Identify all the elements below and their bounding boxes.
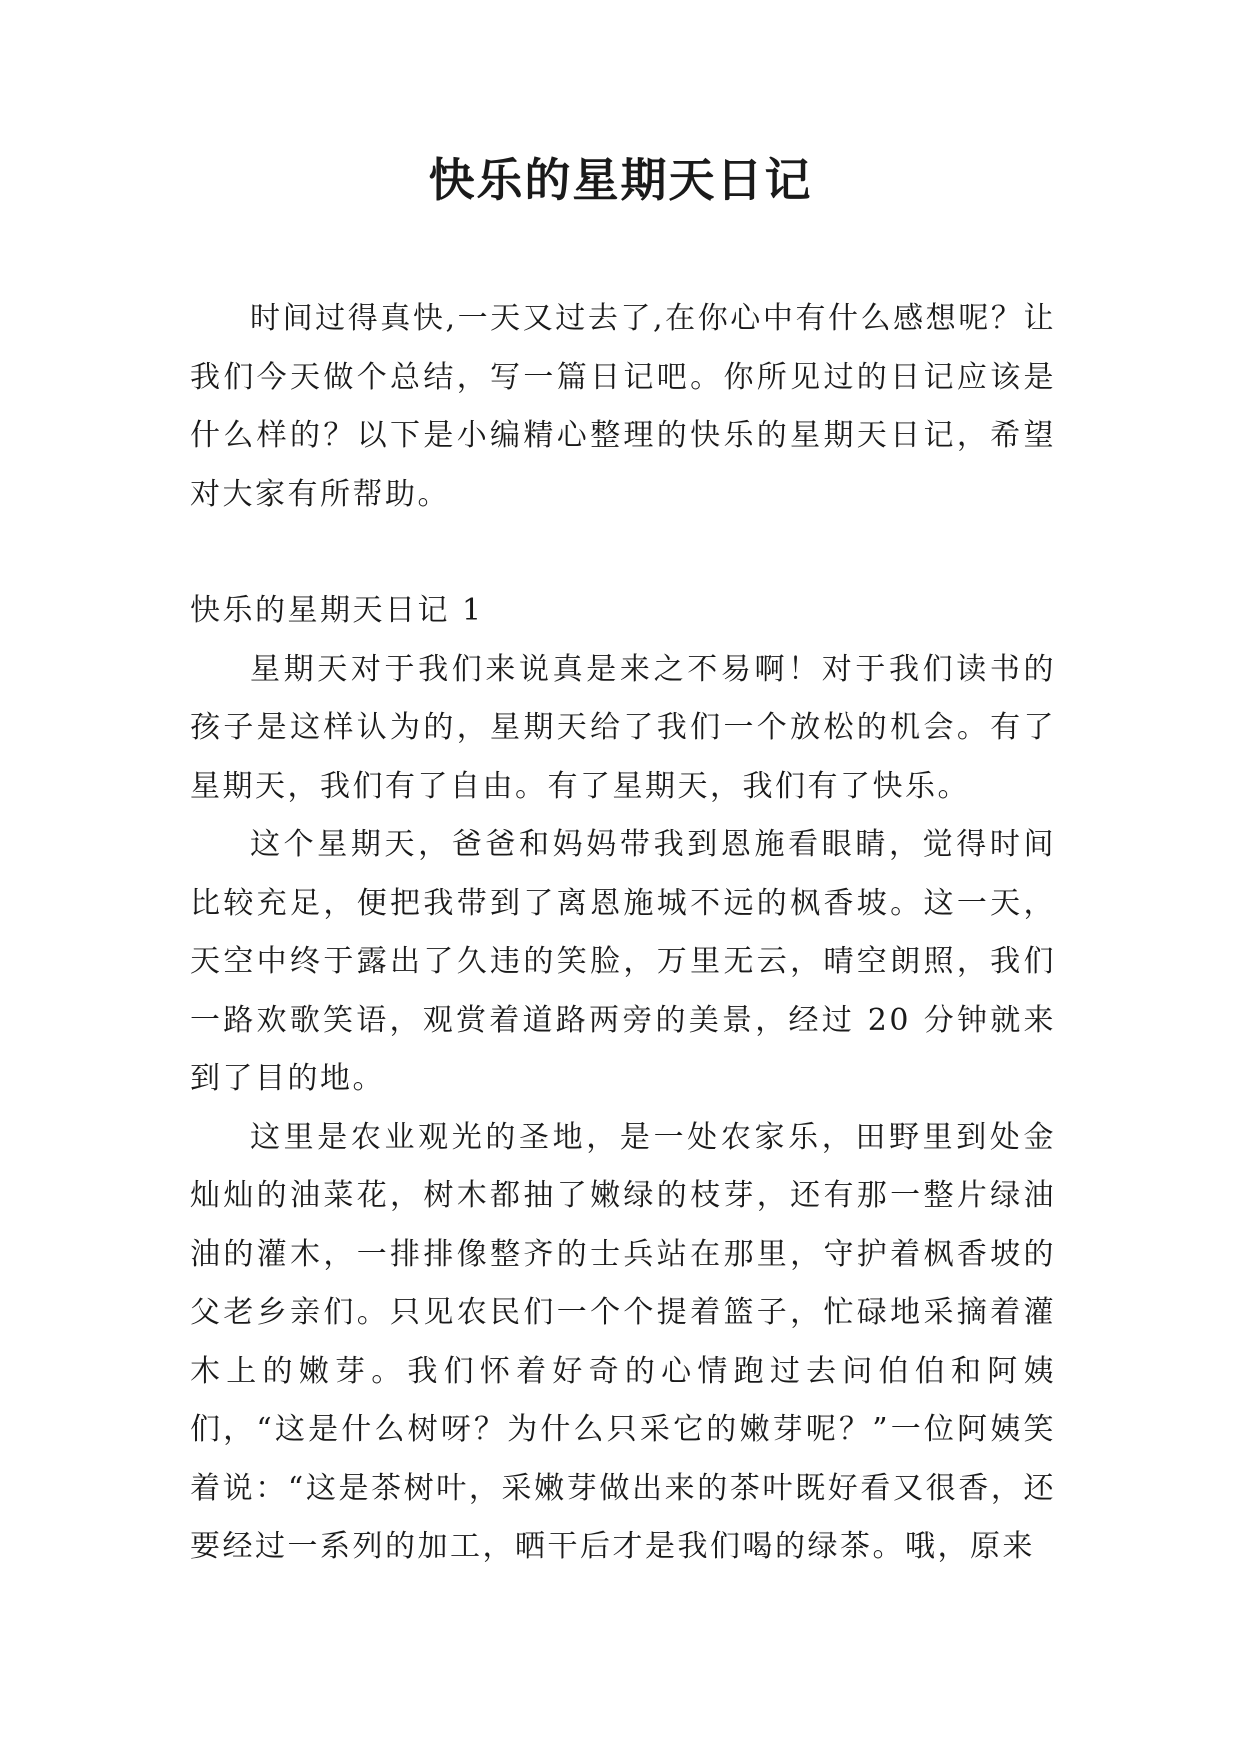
section-heading: 快乐的星期天日记 1 [190, 593, 484, 628]
intro-paragraph: 时间过得真快,一天又过去了,在你心中有什么感想呢？让我们今天做个总结，写一篇日记吧。你所见过的日记应该是什么样的？以下是小编精心整理的快乐的星期天日记，希望对大家有所帮助。 [190, 301, 1056, 512]
document-title: 快乐的星期天日记 [428, 153, 813, 207]
body-paragraph-1: 星期天对于我们来说真是来之不易啊！对于我们读书的孩子是这样认为的，星期天给了我们一个放松的机会。有了星期天，我们有了自由。有了星期天，我们有了快乐。 [190, 651, 1056, 804]
body-paragraph-3: 这里是农业观光的圣地，是一处农家乐，田野里到处金灿灿的油菜花，树木都抽了嫩绿的枝芽，还有那一整片绿油油的灌木，一排排像整齐的士兵站在那里，守护着枫香坡的父老乡亲们。只见农民们一个个提着篮子，忙碌地采摘着灌木上的嫩芽。我们怀着好奇的心情跑过去问伯伯和阿姨们，“这是什么树呀？为什么只采它的嫩芽呢？”一位阿姨笑着说：“这是茶树叶，采嫩芽做出来的茶叶既好看又很香，还要经过一系列的加工，晒干后才是我们喝的绿茶。哦，原来 [190, 1119, 1056, 1564]
body-paragraph-2: 这个星期天，爸爸和妈妈带我到恩施看眼睛，觉得时间比较充足，便把我带到了离恩施城不远的枫香坡。这一天，天空中终于露出了久违的笑脸，万里无云，晴空朗照，我们一路欢歌笑语，观赏着道路两旁的美景，经过 20 分钟就来到了目的地。 [190, 827, 1056, 1096]
document-body [190, 290, 1056, 1577]
